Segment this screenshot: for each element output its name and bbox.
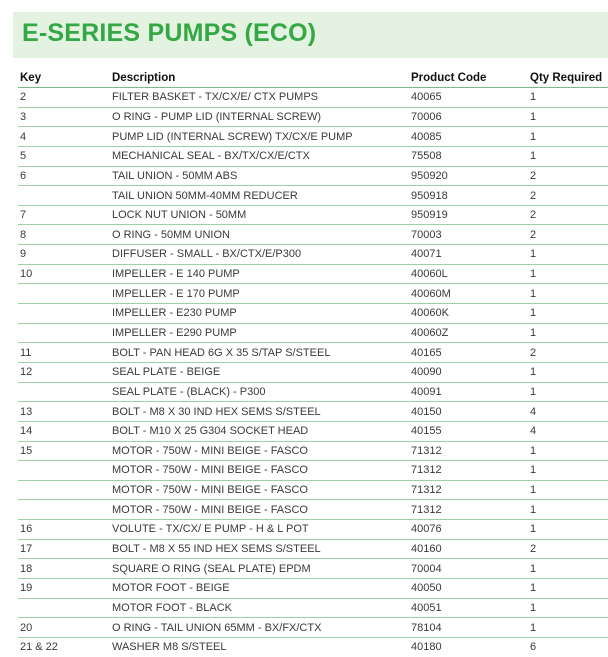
description-cell: MECHANICAL SEAL - BX/TX/CX/E/CTX	[112, 146, 411, 166]
qty-cell: 1	[530, 362, 608, 382]
key-cell: 9	[18, 245, 112, 265]
description-cell: PUMP LID (INTERNAL SCREW) TX/CX/E PUMP	[112, 127, 411, 147]
product-code-cell: 40076	[411, 520, 530, 540]
column-header-product-code: Product Code	[411, 69, 530, 88]
table-row	[18, 323, 608, 343]
key-cell: 19	[18, 579, 112, 599]
description-cell: TAIL UNION 50MM-40MM REDUCER	[112, 186, 411, 206]
product-code-cell: 40065	[411, 88, 530, 108]
description-cell: LOCK NUT UNION - 50MM	[112, 205, 411, 225]
description-cell: O RING - TAIL UNION 65MM - BX/FX/CTX	[112, 618, 411, 638]
description-cell: MOTOR FOOT - BLACK	[112, 598, 411, 618]
product-code-cell: 40071	[411, 245, 530, 265]
description-cell: MOTOR - 750W - MINI BEIGE - FASCO	[112, 461, 411, 481]
product-code-cell: 40180	[411, 641, 442, 654]
description-cell: FILTER BASKET - TX/CX/E/ CTX PUMPS	[112, 88, 411, 108]
key-cell: 10	[18, 264, 112, 284]
qty-cell: 1	[530, 264, 608, 284]
description-cell: VOLUTE - TX/CX/ E PUMP - H & L POT	[112, 520, 411, 540]
qty-cell: 1	[530, 127, 608, 147]
qty-cell: 1	[530, 579, 608, 599]
description-cell: SQUARE O RING (SEAL PLATE) EPDM	[112, 559, 411, 579]
qty-cell: 1	[530, 146, 608, 166]
product-code-cell: 40060K	[411, 304, 530, 324]
table-row	[18, 88, 608, 108]
key-cell	[18, 461, 112, 481]
product-code-cell: 40060M	[411, 284, 530, 304]
description-cell: IMPELLER - E230 PUMP	[112, 304, 411, 324]
key-cell: 5	[18, 146, 112, 166]
product-code-cell: 950919	[411, 205, 530, 225]
qty-cell: 1	[530, 88, 608, 108]
table-row	[18, 225, 608, 245]
key-cell: 11	[18, 343, 112, 363]
description-cell: IMPELLER - E290 PUMP	[112, 323, 411, 343]
key-cell	[18, 598, 112, 618]
title-banner	[13, 12, 608, 58]
qty-cell: 2	[530, 166, 608, 186]
description-cell: MOTOR - 750W - MINI BEIGE - FASCO	[112, 441, 411, 461]
product-code-cell: 40060Z	[411, 323, 530, 343]
qty-cell: 1	[530, 520, 608, 540]
parts-table	[18, 69, 608, 657]
description-cell: SEAL PLATE - (BLACK) - P300	[112, 382, 411, 402]
qty-cell: 1	[530, 245, 608, 265]
qty-cell: 1	[530, 323, 608, 343]
description-cell: MOTOR FOOT - BEIGE	[112, 579, 411, 599]
qty-cell: 2	[530, 343, 608, 363]
product-code-cell: 40050	[411, 579, 530, 599]
key-cell	[18, 304, 112, 324]
key-cell: 16	[18, 520, 112, 540]
table-row	[18, 284, 608, 304]
qty-cell: 1	[530, 598, 608, 618]
qty-cell: 1	[530, 107, 608, 127]
qty-cell: 1	[530, 382, 608, 402]
table-row	[18, 539, 608, 559]
description-cell: BOLT - M8 X 55 IND HEX SEMS S/STEEL	[112, 539, 411, 559]
product-code-cell: 78104	[411, 618, 530, 638]
key-cell	[18, 323, 112, 343]
product-code-cell: 40085	[411, 127, 530, 147]
key-cell	[18, 500, 112, 520]
column-header-qty: Qty Required	[530, 69, 608, 88]
description-cell: BOLT - PAN HEAD 6G X 35 S/TAP S/STEEL	[112, 343, 411, 363]
product-code-cell: 75508	[411, 146, 530, 166]
table-row	[18, 618, 608, 638]
table-row	[18, 186, 608, 206]
table-row	[18, 559, 608, 579]
key-cell: 6	[18, 166, 112, 186]
table-row	[18, 598, 608, 618]
table-row	[18, 205, 608, 225]
qty-cell: 4	[530, 421, 608, 441]
table-row	[18, 579, 608, 599]
column-header-key: Key	[18, 69, 112, 88]
key-cell: 15	[18, 441, 112, 461]
table-row	[18, 362, 608, 382]
table-row	[18, 146, 608, 166]
description-cell: MOTOR - 750W - MINI BEIGE - FASCO	[112, 480, 411, 500]
qty-cell: 2	[530, 205, 608, 225]
product-code-cell: 71312	[411, 500, 530, 520]
product-code-cell: 40090	[411, 362, 530, 382]
table-row	[18, 520, 608, 540]
product-code-cell: 70004	[411, 559, 530, 579]
table-row	[18, 107, 608, 127]
key-cell: 17	[18, 539, 112, 559]
description-cell: BOLT - M10 X 25 G304 SOCKET HEAD	[112, 421, 411, 441]
qty-cell: 1	[530, 500, 608, 520]
key-cell: 21 & 22	[20, 641, 58, 654]
qty-cell: 1	[530, 559, 608, 579]
table-row	[18, 461, 608, 481]
table-row	[18, 127, 608, 147]
page-title: E-SERIES PUMPS (ECO)	[22, 19, 317, 47]
key-cell	[18, 382, 112, 402]
qty-cell: 1	[530, 461, 608, 481]
description-cell: WASHER M8 S/STEEL	[112, 641, 227, 654]
qty-cell: 4	[530, 402, 608, 422]
table-row	[18, 480, 608, 500]
product-code-cell: 70006	[411, 107, 530, 127]
qty-cell: 1	[530, 618, 608, 638]
key-cell: 8	[18, 225, 112, 245]
table-row	[18, 637, 608, 656]
description-cell: O RING - 50MM UNION	[112, 225, 411, 245]
description-cell: IMPELLER - E 140 PUMP	[112, 264, 411, 284]
key-cell: 18	[18, 559, 112, 579]
product-code-cell: 950920	[411, 166, 530, 186]
description-cell: MOTOR - 750W - MINI BEIGE - FASCO	[112, 500, 411, 520]
product-code-cell: 40060L	[411, 264, 530, 284]
description-cell: DIFFUSER - SMALL - BX/CTX/E/P300	[112, 245, 411, 265]
table-row	[18, 245, 608, 265]
qty-cell: 2	[530, 186, 608, 206]
table-row	[18, 304, 608, 324]
description-cell: SEAL PLATE - BEIGE	[112, 362, 411, 382]
description-cell: TAIL UNION - 50MM ABS	[112, 166, 411, 186]
product-code-cell: 70003	[411, 225, 530, 245]
qty-cell: 6	[530, 641, 537, 654]
qty-cell: 1	[530, 284, 608, 304]
description-cell: O RING - PUMP LID (INTERNAL SCREW)	[112, 107, 411, 127]
key-cell	[18, 186, 112, 206]
qty-cell: 2	[530, 539, 608, 559]
product-code-cell: 40051	[411, 598, 530, 618]
key-cell: 4	[18, 127, 112, 147]
table-row	[18, 402, 608, 422]
key-cell: 3	[18, 107, 112, 127]
key-cell: 13	[18, 402, 112, 422]
qty-cell: 2	[530, 225, 608, 245]
product-code-cell: 40091	[411, 382, 530, 402]
table-row	[18, 166, 608, 186]
table-row	[18, 264, 608, 284]
key-cell: 14	[18, 421, 112, 441]
qty-cell: 1	[530, 441, 608, 461]
key-cell: 2	[18, 88, 112, 108]
product-code-cell: 71312	[411, 461, 530, 481]
product-code-cell: 71312	[411, 480, 530, 500]
parts-table-body	[18, 88, 608, 657]
product-code-cell: 40150	[411, 402, 530, 422]
table-row	[18, 343, 608, 363]
key-cell	[18, 480, 112, 500]
key-cell: 12	[18, 362, 112, 382]
description-cell: IMPELLER - E 170 PUMP	[112, 284, 411, 304]
table-row	[18, 382, 608, 402]
table-header-row	[18, 69, 608, 88]
qty-cell: 1	[530, 480, 608, 500]
key-cell: 20	[18, 618, 112, 638]
product-code-cell: 950918	[411, 186, 530, 206]
product-code-cell: 40155	[411, 421, 530, 441]
column-header-description: Description	[112, 69, 411, 88]
product-code-cell: 40160	[411, 539, 530, 559]
product-code-cell: 40165	[411, 343, 530, 363]
table-row	[18, 441, 608, 461]
key-cell: 7	[18, 205, 112, 225]
description-cell: BOLT - M8 X 30 IND HEX SEMS S/STEEL	[112, 402, 411, 422]
table-row	[18, 421, 608, 441]
table-row	[18, 500, 608, 520]
key-cell	[18, 284, 112, 304]
product-code-cell: 71312	[411, 441, 530, 461]
qty-cell: 1	[530, 304, 608, 324]
